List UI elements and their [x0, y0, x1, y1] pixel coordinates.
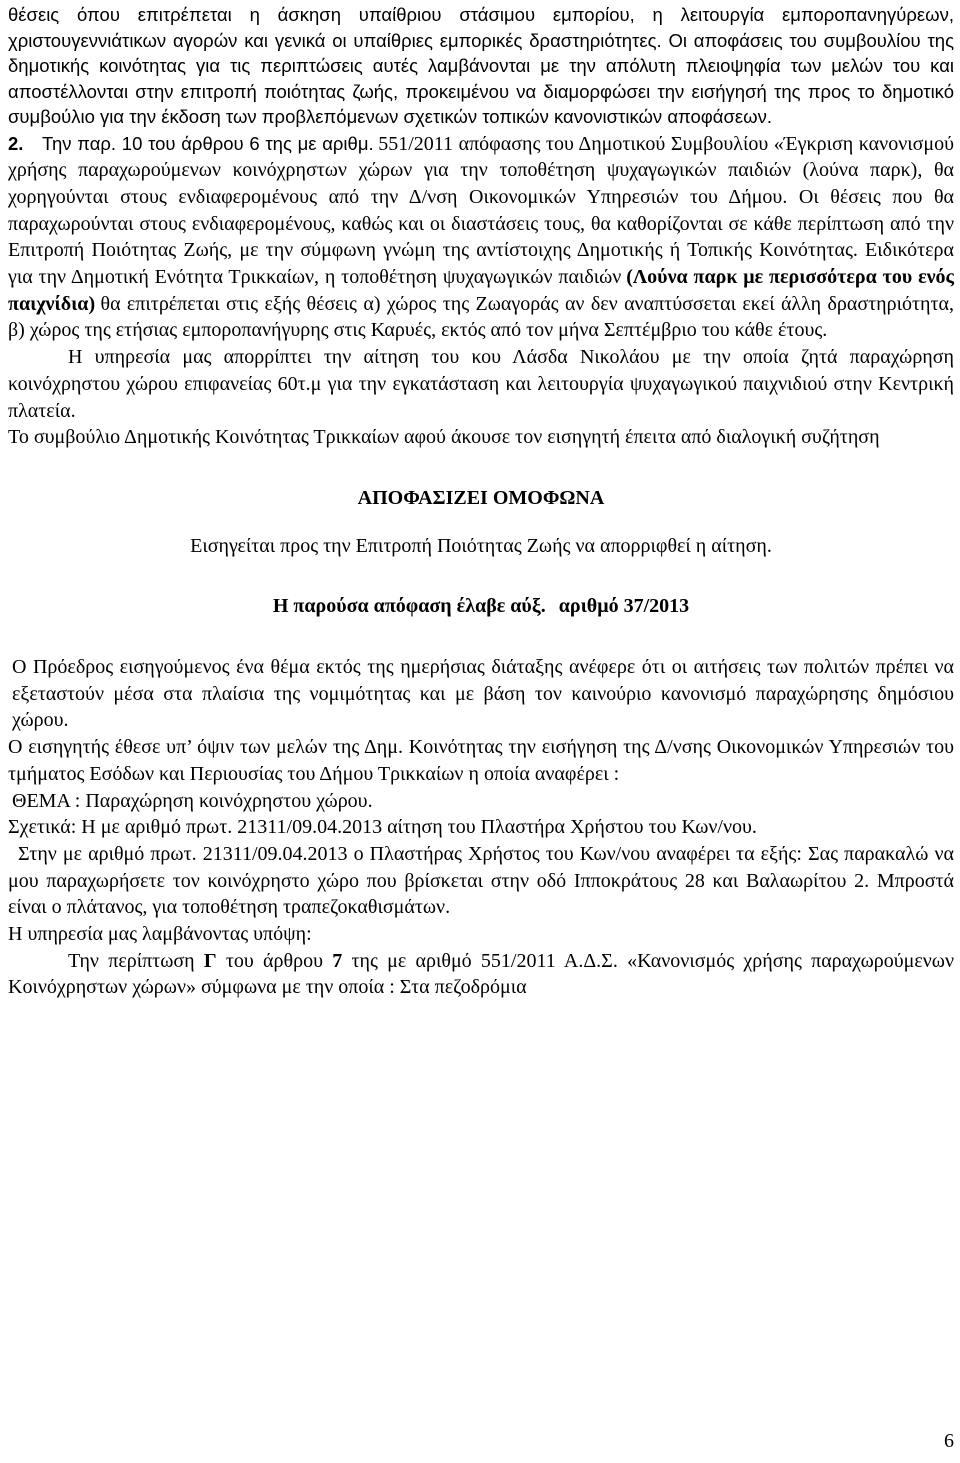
- item-2-lead: Την παρ. 10 του άρθρου 6 της με αριθμ.: [42, 132, 374, 154]
- council-paragraph: Το συμβούλιο Δημοτικής Κοινότητας Τρικκαίων αφού άκουσε τον εισηγητή έπειτα από διαλογική συζήτηση: [8, 426, 880, 449]
- case-letter: Γ: [203, 949, 217, 972]
- case-lead: Την περίπτωση: [68, 949, 195, 972]
- case-paragraph: [8, 948, 954, 1001]
- subject-line: ΘΕΜΑ : Παραχώρηση κοινόχρηστου χώρου.: [12, 789, 373, 812]
- case-article-word: του άρθρου: [225, 949, 323, 972]
- decision-number-value: αριθμό 37/2013: [558, 595, 690, 618]
- decision-heading: ΑΠΟΦΑΣΙΖΕΙ ΟΜΟΦΩΝΑ: [357, 486, 605, 509]
- president-paragraph: Ο Πρόεδρος εισηγούμενος ένα θέμα εκτός της ημερήσιας διάταξης ανέφερε ότι οι αιτήσεις των πολιτών πρέπει να εξεταστούν μέσα στα πλαίσια της νομιμότητας και με βάση τον καινούριο κανονισμό παραχώρησης δημόσιου χώρου.: [12, 656, 954, 732]
- item-number: 2.: [8, 132, 24, 154]
- application-paragraph: Στην με αριθμό πρωτ. 21311/09.04.2013 ο Πλαστήρας Χρήστος του Κων/νου αναφέρει τα εξής: Σας παρακαλώ να μου παραχωρήσετε τον κοινόχρηστο χώρο που βρίσκεται στην οδό Ιπποκράτους 28 και Βαλαωρίτου 2. Μπροστά είναι ο πλάτανος, για τοποθέτηση τραπεζοκαθισμάτων.: [8, 842, 954, 919]
- case-rest: της με αριθμό 551/2011 Α.Δ.Σ. «Κανονισμός χρήσης παραχωρούμενων Κοινόχρηστων χώρων» σύμφωνα με την οποία : Στα πεζοδρόμια: [8, 949, 954, 999]
- rejection-paragraph: Η υπηρεσία μας απορρίπτει την αίτηση του κου Λάσδα Νικολάου με την οποία ζητά παραχώρηση κοινόχρηστου χώρου επιφανείας 60τ.μ για την εγκατάσταση και λειτουργία ψυχαγωγικού παιχνιδιού στην Κεντρική πλατεία.: [8, 346, 954, 422]
- item-2-bold-phrase: (Λούνα παρκ με περισσότερα του ενός παιχνίδια): [8, 266, 954, 315]
- page-number: 6: [944, 1430, 954, 1452]
- related-line: Σχετικά: Η με αριθμό πρωτ. 21311/09.04.2013 αίτηση του Πλαστήρα Χρήστου του Κων/νου.: [8, 816, 757, 839]
- decision-number-label: Η παρούσα απόφαση έλαβε αύξ.: [272, 595, 546, 618]
- item-2-body: 551/2011 απόφασης του Δημοτικού Συμβουλίου «Έγκριση κανονισμού χρήσης παραχωρούμενων κοινόχρηστων χώρων για την τοποθέτηση ψυχαγωγικών παιδιών (λούνα παρκ), θα χορηγούνται στους ενδιαφερομένους από την Δ/νση Οικονομικών Υπηρεσιών του Δήμου. Οι θέσεις που θα παραχωρούνται στους ενδιαφερομένους, καθώς και οι διαστάσεις τους, θα καθορίζονται σε κάθε περίπτωση από την Επιτροπή Ποιότητας Ζωής, με την σύμφωνη γνώμη της αντίστοιχης Δημοτικής ή Τοπικής Κοινότητας. Ειδικότερα για την Δημοτική Ενότητα Τρικκαίων, η τοποθέτηση ψυχαγωγικών παιδιών: [8, 132, 955, 289]
- intro-paragraph: θέσεις όπου επιτρέπεται η άσκηση υπαίθριου στάσιμου εμπορίου, η λειτουργία εμποροπανηγύρεων, χριστουγεννιάτικων αγορών και γενικά οι υπαίθριες εμπορικές δραστηριότητες. Οι αποφάσεις του συμβουλίου της δημοτικής κοινότητας για τις περιπτώσεις αυτές λαμβάνονται με την απόλυτη πλειοψηφία των μελών του και αποστέλλονται στην επιτροπή ποιότητας ζωής, προκειμένου να διαμορφώσει την εισήγησή της προς το δημοτικό συμβούλιο για την έκδοση των προβλεπόμενων σχετικών τοπικών κανονιστικών αποφάσεων.: [8, 4, 954, 127]
- service-considering: Η υπηρεσία μας λαμβάνοντας υπόψη:: [8, 923, 312, 946]
- item-2-tail: θα επιτρέπεται στις εξής θέσεις α) χώρος της Ζωαγοράς αν δεν αναπτύσσεται εκεί άλλη δραστηριότητα, β) χώρος της ετήσιας εμποροπανήγυρης στις Καρυές, εκτός από τον μήνα Σεπτέμβριο του κάθε έτους.: [8, 292, 955, 342]
- document-page: [8, 0, 954, 1463]
- decision-number: [8, 593, 954, 620]
- item-2-paragraph: [8, 131, 954, 345]
- rapporteur-paragraph: Ο εισηγητής έθεσε υπ’ όψιν των μελών της Δημ. Κοινότητας την εισήγηση της Δ/νσης Οικονομικών Υπηρεσιών του τμήματος Εσόδων και Περιουσίας του Δήμου Τρικκαίων η οποία αναφέρει :: [8, 736, 954, 785]
- case-article-number: 7: [332, 949, 343, 972]
- decision-text: Εισηγείται προς την Επιτροπή Ποιότητας Ζωής να απορριφθεί η αίτηση.: [190, 534, 772, 557]
